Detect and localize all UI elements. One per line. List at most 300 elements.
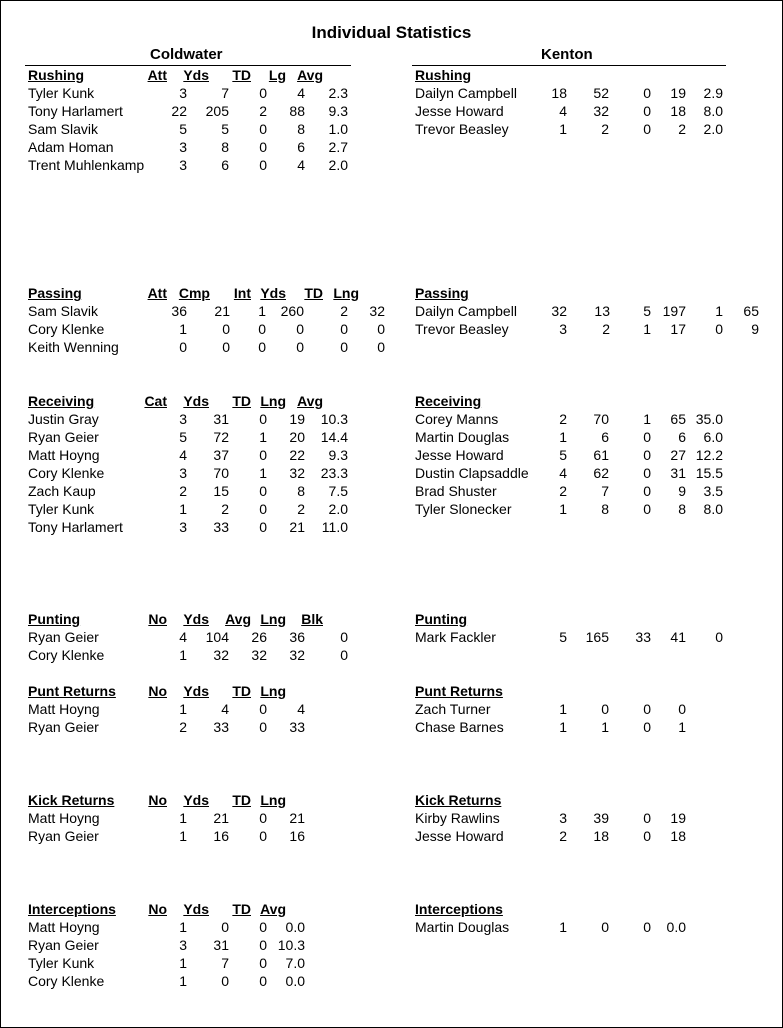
punt-returns-section-header: Punt Returns [415,683,503,699]
player-name: Martin Douglas [415,919,510,935]
stat-no: 1 [179,955,187,971]
stat-avg: 2.3 [328,85,348,101]
stat-yds: 7 [601,483,609,499]
player-name: Sam Slavik [28,121,99,137]
stat-lng: 19 [289,411,305,427]
stat-td: 0 [259,121,267,137]
player-name: Brad Shuster [415,483,497,499]
stat-no: 2 [559,828,567,844]
table-row [415,628,783,646]
stat-yds: 8 [601,501,609,517]
stat-att: 1 [559,121,567,137]
player-name: Jesse Howard [415,447,504,463]
column-header-avg: Avg [260,901,286,917]
column-header-td: TD [304,285,323,301]
table-row [28,102,428,120]
stat-td: 0 [715,321,723,337]
table-row [415,718,783,736]
receiving-section-header: Receiving [415,393,482,409]
table-row [28,518,428,536]
table-row [28,156,428,174]
stat-no: 1 [559,919,567,935]
stat-td: 0 [643,103,651,119]
player-name: Jesse Howard [415,103,504,119]
stat-cmp: 0 [222,321,230,337]
stat-td: 0 [340,339,348,355]
stat-att: 0 [179,339,187,355]
column-header-yds: Yds [183,901,209,917]
stat-cmp: 21 [214,303,230,319]
stat-cat: 4 [559,465,567,481]
table-row [415,446,783,464]
table-row [28,320,428,338]
stat-avg: 14.4 [320,429,348,445]
player-name: Cory Klenke [28,647,105,663]
stat-td: 1 [259,429,267,445]
player-name: Mark Fackler [415,629,496,645]
stat-lng: 31 [670,465,686,481]
table-row [415,102,783,120]
stat-yds: 165 [585,629,609,645]
stat-td: 0 [643,501,651,517]
stat-td: 0 [643,701,651,717]
player-name: Matt Hoyng [28,919,100,935]
stat-int: 1 [643,321,651,337]
stat-no: 1 [179,919,187,935]
stat-td: 0 [259,973,267,989]
stat-lng: 2 [297,501,305,517]
table-row [415,302,783,320]
column-header-td: TD [232,901,251,917]
stat-yds: 7 [221,955,229,971]
stat-td: 0 [259,411,267,427]
stat-att: 36 [171,303,187,319]
player-name: Ryan Geier [28,429,99,445]
stat-yds: 2 [601,121,609,137]
stat-td: 0 [643,719,651,735]
stat-avg: 35.0 [695,411,723,427]
punting-section-header: Punting [28,611,81,627]
column-header-lng: Lng [260,611,286,627]
table-row [415,84,783,102]
stat-lg: 88 [289,103,305,119]
player-name: Tony Harlamert [28,519,123,535]
stat-yds: 0 [601,701,609,717]
stat-no: 4 [179,629,187,645]
player-name: Matt Hoyng [28,810,100,826]
table-row [28,464,428,482]
stat-lng: 19 [670,810,686,826]
column-header-blk: Blk [301,611,323,627]
table-row [28,700,428,718]
table-row [28,972,428,990]
stat-td: 0 [643,919,651,935]
column-header-int: Int [233,285,251,301]
table-row [415,700,783,718]
stat-td: 0 [643,828,651,844]
passing-section-header: Passing [415,285,469,301]
stat-avg: 9.3 [328,103,348,119]
table-row [28,338,428,356]
column-header-yds: Yds [183,67,209,83]
receiving-section-header: Receiving [28,393,95,409]
table-row [28,500,428,518]
stat-td: 0 [259,139,267,155]
stat-td: 0 [259,501,267,517]
stat-no: 1 [179,810,187,826]
stat-lng: 27 [670,447,686,463]
stat-yds: 205 [205,103,229,119]
column-header-yds: Yds [260,285,286,301]
stat-avg: 0.0 [285,919,305,935]
stat-avg: 26 [251,629,267,645]
player-name: Matt Hoyng [28,447,100,463]
player-name: Zach Kaup [28,483,96,499]
player-name: Trevor Beasley [415,121,509,137]
column-header-no: No [148,901,167,917]
column-header-lg: Lg [268,67,286,83]
rushing-section-header: Rushing [415,67,471,83]
column-header-att: Att [147,285,167,301]
stat-no: 2 [179,719,187,735]
stat-yds: 21 [213,810,229,826]
player-name: Tyler Kunk [28,501,95,517]
player-name: Ryan Geier [28,719,99,735]
player-name: Tyler Kunk [28,85,95,101]
column-header-td: TD [232,393,251,409]
stat-cat: 5 [179,429,187,445]
stat-lng: 21 [289,519,305,535]
table-row [28,138,428,156]
player-name: Dustin Clapsaddle [415,465,529,481]
column-header-avg: Avg [297,67,323,83]
stat-yds: 7 [221,85,229,101]
stat-avg: 2.9 [703,85,723,101]
stat-lng: 4 [297,701,305,717]
stat-cat: 2 [179,483,187,499]
stat-lng: 32 [369,303,385,319]
stat-lng: 41 [670,629,686,645]
table-row [415,428,783,446]
stat-lng: 0 [377,339,385,355]
passing-section-header: Passing [28,285,82,301]
rushing-section-header: Rushing [28,67,84,83]
interceptions-section-header: Interceptions [415,901,503,917]
stat-td: 0 [259,810,267,826]
kick-returns-section-header: Kick Returns [415,792,502,808]
stat-lng: 9 [751,321,759,337]
stat-lng: 1 [678,719,686,735]
stat-cat: 2 [559,483,567,499]
stat-lng: 18 [670,828,686,844]
stat-int: 0 [258,339,266,355]
team-name-kenton: Kenton [541,46,593,63]
player-name: Cory Klenke [28,465,105,481]
stat-yds: 8 [221,139,229,155]
stat-td: 0 [643,810,651,826]
stat-yds: 6 [601,429,609,445]
player-name: Corey Manns [415,411,499,427]
stat-att: 32 [551,303,567,319]
team-name-coldwater: Coldwater [150,46,223,63]
stat-blk: 0 [340,647,348,663]
kick-returns-section-header: Kick Returns [28,792,115,808]
stat-avg: 11.0 [321,519,348,535]
stat-yds: 18 [593,828,609,844]
player-name: Dailyn Campbell [415,85,517,101]
stat-no: 1 [179,973,187,989]
stat-td: 0 [259,701,267,717]
stat-td: 1 [259,465,267,481]
table-row [28,918,428,936]
stat-blk: 0 [715,629,723,645]
punt-returns-section-header: Punt Returns [28,683,116,699]
table-row [415,918,783,936]
stat-yds: 72 [213,429,229,445]
stat-yds: 2 [221,501,229,517]
player-name: Ryan Geier [28,629,99,645]
table-row [415,809,783,827]
stat-lng: 65 [670,411,686,427]
stat-no: 3 [559,810,567,826]
stat-lg: 2 [678,121,686,137]
player-name: Cory Klenke [28,321,105,337]
table-row [28,628,428,646]
stat-td: 1 [715,303,723,319]
player-name: Keith Wenning [28,339,119,355]
player-name: Zach Turner [415,701,491,717]
stat-lg: 6 [297,139,305,155]
stat-yds: 31 [213,411,229,427]
stat-td: 0 [259,719,267,735]
stat-yds: 16 [213,828,229,844]
player-name: Chase Barnes [415,719,504,735]
punting-section-header: Punting [415,611,468,627]
player-name: Jesse Howard [415,828,504,844]
stat-yds: 0 [601,919,609,935]
player-name: Kirby Rawlins [415,810,500,826]
stat-yds: 70 [593,411,609,427]
column-header-td: TD [232,792,251,808]
stat-yds: 37 [213,447,229,463]
stat-avg: 8.0 [703,501,723,517]
stat-td: 0 [259,85,267,101]
table-row [28,428,428,446]
table-row [415,464,783,482]
column-header-lng: Lng [333,285,359,301]
table-row [415,500,783,518]
table-row [28,809,428,827]
stat-lng: 0 [678,701,686,717]
stat-cmp: 0 [222,339,230,355]
stat-td: 0 [259,519,267,535]
table-row [28,84,428,102]
stat-yds: 32 [213,647,229,663]
stat-yds: 0 [221,919,229,935]
stat-lng: 22 [289,447,305,463]
stat-lng: 9 [678,483,686,499]
stat-td: 0 [259,937,267,953]
player-name: Tyler Slonecker [415,501,512,517]
table-row [28,446,428,464]
stat-lng: 0 [377,321,385,337]
stat-avg: 2.0 [328,157,348,173]
stat-avg: 8.0 [703,103,723,119]
stat-lng: 20 [289,429,305,445]
stat-int: 5 [643,303,651,319]
stat-avg: 6.0 [703,429,723,445]
stat-lng: 16 [289,828,305,844]
stat-lg: 19 [670,85,686,101]
table-row [415,482,783,500]
stat-att: 3 [179,139,187,155]
stat-yds: 0 [221,973,229,989]
stat-avg: 7.5 [328,483,348,499]
column-header-no: No [148,611,167,627]
stat-lng: 21 [289,810,305,826]
table-row [28,120,428,138]
stat-yds: 197 [662,303,686,319]
stat-td: 1 [643,411,651,427]
stat-avg: 2.0 [328,501,348,517]
stat-yds: 33 [213,719,229,735]
stat-td: 0 [643,447,651,463]
stat-lg: 18 [670,103,686,119]
stat-cat: 3 [179,519,187,535]
stat-att: 3 [179,85,187,101]
stat-cat: 3 [179,411,187,427]
table-row [28,302,428,320]
stat-yds: 260 [280,303,304,319]
column-header-lng: Lng [260,683,286,699]
column-header-lng: Lng [260,393,286,409]
player-name: Trent Muhlenkamp [28,157,145,173]
stat-no: 5 [559,629,567,645]
stat-td: 0 [643,483,651,499]
stat-yds: 0 [296,321,304,337]
stat-cmp: 2 [602,321,610,337]
stat-td: 2 [340,303,348,319]
interceptions-section-header: Interceptions [28,901,116,917]
stat-td: 2 [259,103,267,119]
stat-td: 0 [259,955,267,971]
column-header-yds: Yds [183,683,209,699]
stat-lg: 4 [297,85,305,101]
stat-cat: 2 [559,411,567,427]
column-header-lng: Lng [260,792,286,808]
stat-yds: 5 [221,121,229,137]
stat-td: 0 [643,121,651,137]
stat-lng: 65 [743,303,759,319]
stat-lng: 33 [289,719,305,735]
stat-avg: 7.0 [285,955,305,971]
stat-avg: 15.5 [695,465,723,481]
player-name: Matt Hoyng [28,701,100,717]
stat-avg: 2.7 [328,139,348,155]
table-row [28,718,428,736]
column-header-avg: Avg [225,611,251,627]
stat-avg: 1.0 [328,121,348,137]
stat-lng: 8 [297,483,305,499]
stat-att: 1 [179,321,187,337]
stat-td: 0 [259,483,267,499]
table-row [28,482,428,500]
column-header-yds: Yds [183,611,209,627]
stat-cat: 5 [559,447,567,463]
stat-att: 5 [179,121,187,137]
stat-avg: 2.0 [703,121,723,137]
player-name: Sam Slavik [28,303,99,319]
stat-yds: 104 [205,629,229,645]
stat-yds: 0 [296,339,304,355]
stat-avg: 0.0 [666,919,686,935]
stat-td: 0 [259,157,267,173]
stat-yds: 62 [593,465,609,481]
table-row [415,410,783,428]
table-row [28,954,428,972]
stat-att: 22 [171,103,187,119]
stat-yds: 70 [213,465,229,481]
stat-lg: 4 [297,157,305,173]
stat-avg: 0.0 [285,973,305,989]
column-header-cmp: Cmp [178,285,210,301]
stat-att: 18 [551,85,567,101]
column-header-td: TD [232,67,251,83]
player-name: Justin Gray [28,411,99,427]
stat-no: 1 [559,719,567,735]
stat-cat: 1 [179,501,187,517]
stat-cmp: 13 [594,303,610,319]
player-name: Dailyn Campbell [415,303,517,319]
stat-no: 3 [179,937,187,953]
stat-no: 1 [179,647,187,663]
stat-att: 3 [559,321,567,337]
stat-cat: 3 [179,465,187,481]
stat-avg: 33 [635,629,651,645]
stat-att: 4 [559,103,567,119]
column-header-att: Att [147,67,167,83]
stat-avg: 9.3 [328,447,348,463]
table-row [28,410,428,428]
stat-td: 0 [259,828,267,844]
table-row [415,827,783,845]
stat-yds: 4 [221,701,229,717]
stat-avg: 23.3 [320,465,348,481]
stat-yds: 6 [221,157,229,173]
table-row [28,936,428,954]
stat-avg: 32 [251,647,267,663]
stat-lng: 32 [289,647,305,663]
stat-int: 0 [258,321,266,337]
table-row [28,827,428,845]
page-title: Individual Statistics [311,23,472,42]
stat-td: 0 [643,85,651,101]
column-header-no: No [148,683,167,699]
stat-yds: 32 [593,103,609,119]
player-name: Cory Klenke [28,973,105,989]
stat-lng: 6 [678,429,686,445]
player-name: Adam Homan [28,139,114,155]
player-name: Tyler Kunk [28,955,95,971]
column-header-td: TD [232,683,251,699]
stat-lg: 8 [297,121,305,137]
column-header-yds: Yds [183,792,209,808]
stat-yds: 39 [593,810,609,826]
column-header-yds: Yds [183,393,209,409]
stat-cat: 4 [179,447,187,463]
stat-lng: 8 [678,501,686,517]
stat-lng: 36 [289,629,305,645]
